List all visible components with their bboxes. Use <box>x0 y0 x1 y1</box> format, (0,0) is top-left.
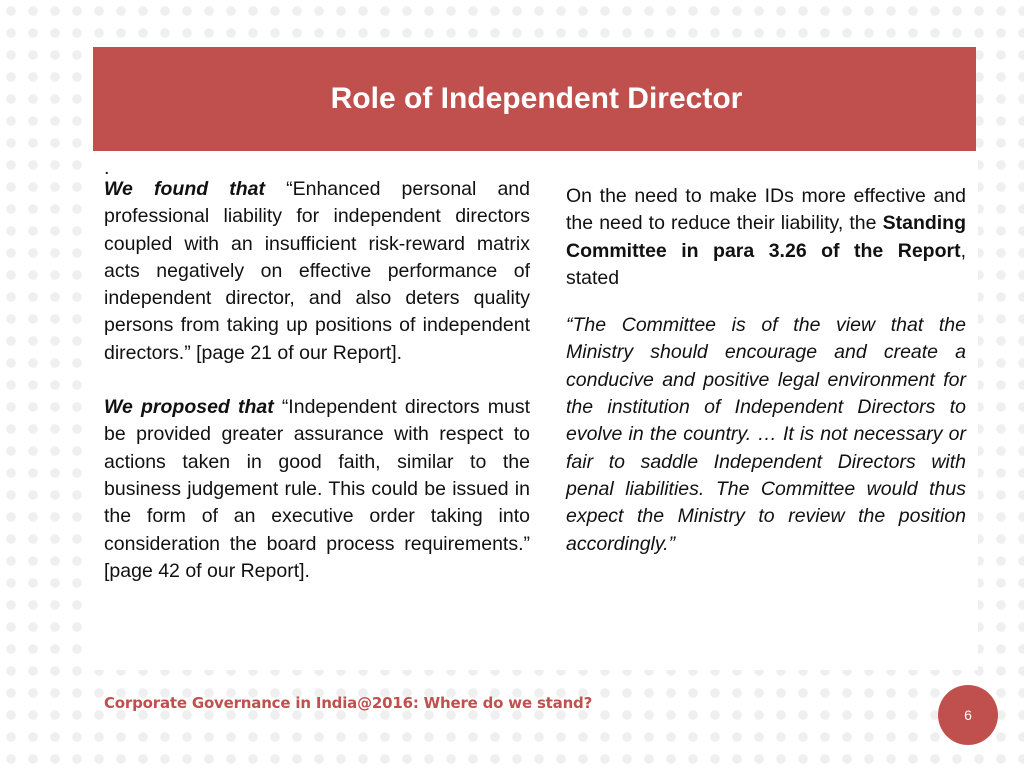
stray-mark: . <box>104 157 110 179</box>
intro-text: On the need to make IDs more effective and the need to reduce their liability, the <box>566 185 966 235</box>
slide-title: Role of Independent Director <box>330 82 743 115</box>
footer-title: Corporate Governance in India@2016: Where do we stand? <box>104 694 593 712</box>
right-column <box>566 183 966 558</box>
committee-intro <box>566 183 966 292</box>
proposed-paragraph <box>104 394 530 585</box>
intro-bold: Standing Committee in para 3.26 of the Report <box>566 212 967 262</box>
proposed-lead: We proposed that <box>104 396 274 419</box>
committee-quote: “The Committee is of the view that the Ministry should encourage and create a conducive and positive legal environment for the institution of Independent Directors to evolve in the country. … It is not necessary or fair to saddle Independent Directors with penal liabilities. The Committee would thus expect the Ministry to review the position accordingly.” <box>566 314 966 555</box>
found-body: “Enhanced personal and professional liability for independent directors coupled with an insufficient risk-reward matrix acts negatively on effective performance of independent director, and also deters quality persons from taking up positions of independent directors.” [page 21 of our Report]. <box>104 178 530 364</box>
title-banner <box>93 47 976 151</box>
page-number: 6 <box>964 707 972 723</box>
page-number-badge <box>938 685 998 745</box>
found-lead: We found that <box>104 178 265 200</box>
found-paragraph <box>104 176 530 367</box>
intro-after: , stated <box>566 239 966 289</box>
left-column <box>104 157 530 585</box>
proposed-body: “Independent directors must be provided greater assurance with respect to actions taken in good faith, similar to the business judgement rule. This could be issued in the form of an executive order taking into consideration the board process requirements.” [page 42 of our Report]. <box>104 396 530 582</box>
